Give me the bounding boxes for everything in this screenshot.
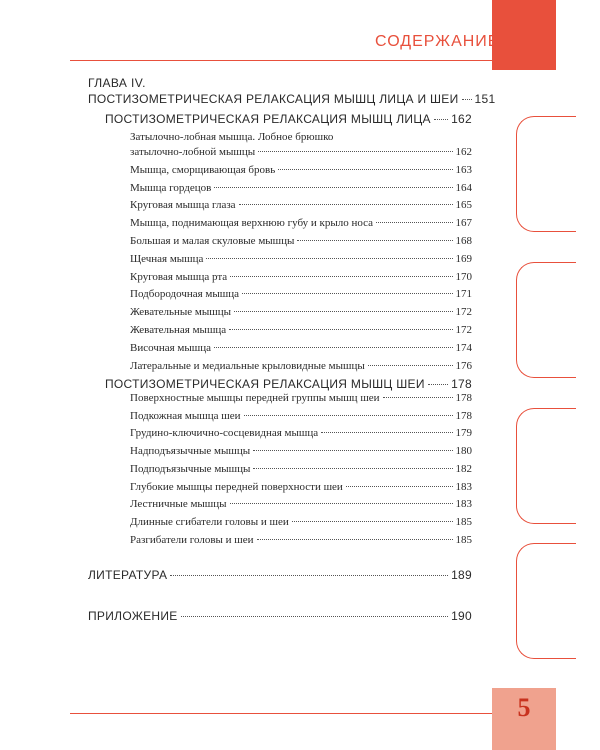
toc-entry-page: 169: [455, 252, 472, 265]
toc-entry-page: 167: [455, 217, 472, 230]
dot-leader: [170, 575, 448, 576]
toc-entry-page: 179: [455, 427, 472, 440]
dot-leader: [214, 347, 452, 348]
toc-entry-title: Щечная мышца: [130, 252, 204, 265]
dot-leader: [292, 521, 453, 522]
toc-entry-item[interactable]: [130, 498, 472, 510]
toc-entry-title: Лестничные мышцы: [130, 498, 227, 511]
toc-entry-item[interactable]: [130, 199, 472, 211]
toc-entry-page: 168: [455, 235, 472, 247]
toc-entry-title: Надподъязычные мышцы: [130, 445, 251, 458]
dot-leader: [434, 119, 448, 120]
dot-leader: [181, 616, 449, 617]
toc-entry-title: Глубокие мышцы передней поверхности шеи: [130, 480, 343, 493]
toc-entry-page: 183: [455, 498, 472, 511]
toc-entry-title: ПОСТИЗОМЕТРИЧЕСКАЯ РЕЛАКСАЦИЯ МЫШЦ ШЕИ: [105, 377, 425, 391]
toc-entry-title: ПОСТИЗОМЕТРИЧЕСКАЯ РЕЛАКСАЦИЯ МЫШЦ ЛИЦА: [105, 112, 431, 126]
toc-entry-title: Грудино-ключично-сосцевидная мышца: [130, 427, 319, 440]
toc-entry-item[interactable]: [130, 342, 472, 354]
header-divider: [70, 60, 493, 61]
toc-entry-title: Длинные сгибатели головы и шеи: [130, 515, 289, 528]
toc-entry-item[interactable]: [130, 235, 472, 247]
toc-entry-item[interactable]: [130, 288, 472, 300]
toc-entry-item[interactable]: [130, 306, 472, 318]
side-tab-decoration: [516, 262, 576, 378]
side-tab-decoration: [516, 116, 576, 232]
toc-entry-page: 185: [455, 515, 472, 528]
toc-entry-item[interactable]: [130, 164, 472, 176]
toc-entry-item[interactable]: [130, 516, 472, 528]
toc-entry-item[interactable]: [130, 463, 472, 475]
dot-leader: [258, 151, 452, 152]
toc-entry-item[interactable]: [130, 146, 472, 158]
toc-entry-title: Подкожная мышца шеи: [130, 409, 241, 422]
dot-leader: [214, 187, 452, 188]
toc-entry-page: 151: [474, 92, 496, 106]
dot-leader: [230, 276, 452, 277]
side-tab-decoration: [516, 543, 576, 659]
toc-entry-page: 172: [455, 324, 472, 336]
toc-entry-item[interactable]: [130, 253, 472, 265]
toc-entry-title: Большая и малая скуловые мышцы: [130, 235, 295, 247]
dot-leader: [297, 240, 452, 241]
toc-entry-chapter[interactable]: [88, 92, 496, 106]
toc-entry-page: 190: [451, 609, 472, 623]
dot-leader: [346, 486, 453, 487]
toc-entry-page: 178: [451, 377, 472, 391]
toc-entry-title: Латеральные и медиальные крыловидные мышцы: [130, 359, 365, 372]
dot-leader: [428, 384, 448, 385]
toc-entry-page: 189: [451, 568, 472, 582]
toc-entry-page: 163: [455, 163, 472, 176]
dot-leader: [383, 397, 453, 398]
toc-entry-title: ПОСТИЗОМЕТРИЧЕСКАЯ РЕЛАКСАЦИЯ МЫШЦ ЛИЦА И ШЕИ: [88, 92, 459, 106]
dot-leader: [242, 293, 452, 294]
toc-entry-item[interactable]: [130, 392, 472, 404]
dot-leader: [244, 415, 453, 416]
dot-leader: [368, 365, 453, 366]
toc-entry-section[interactable]: [105, 377, 472, 391]
dot-leader: [239, 204, 453, 205]
footer-divider: [70, 713, 493, 714]
toc-entry-title: Жевательная мышца: [130, 324, 227, 336]
toc-entry-title: ПРИЛОЖЕНИЕ: [88, 609, 178, 623]
toc-entry-title: Мышца, поднимающая верхнюю губу и крыло носа: [130, 217, 374, 230]
toc-entry-page: 162: [451, 112, 472, 126]
toc-entry-page: 164: [455, 181, 472, 194]
toc-entry-title: ЛИТЕРАТУРА: [88, 568, 168, 582]
toc-entry-title: Разгибатели головы и шеи: [130, 533, 254, 546]
toc-entry-item[interactable]: [130, 427, 472, 439]
side-tab-decoration: [516, 408, 576, 524]
toc-entry-item[interactable]: [130, 481, 472, 493]
toc-entry-title: Поверхностные мышцы передней группы мышц шеи: [130, 392, 380, 404]
toc-entry-item[interactable]: [130, 182, 472, 194]
toc-entry-item[interactable]: [130, 410, 472, 422]
toc-entry-text-line: Затылочно-лобная мышца. Лобное брюшко: [130, 131, 334, 143]
toc-entry-page: 185: [455, 533, 472, 546]
toc-entry-title: Жевательные мышцы: [130, 306, 232, 319]
toc-entry-item[interactable]: [130, 271, 472, 283]
toc-entry-page: 178: [455, 409, 472, 422]
dot-leader: [462, 99, 472, 100]
toc-entry-item[interactable]: [130, 217, 472, 229]
dot-leader: [229, 329, 452, 330]
chapter-label: ГЛАВА IV.: [88, 76, 146, 90]
toc-entry-item[interactable]: [130, 445, 472, 457]
toc-entry-page: 180: [455, 445, 472, 458]
toc-entry-page: 171: [455, 288, 472, 301]
page-title: СОДЕРЖАНИЕ: [375, 33, 500, 50]
toc-entry-item[interactable]: [130, 360, 472, 372]
toc-entry-title: затылочно-лобной мышцы: [130, 146, 256, 158]
dot-leader: [234, 311, 452, 312]
dot-leader: [376, 222, 452, 223]
dot-leader: [206, 258, 452, 259]
toc-entry-title: Височная мышца: [130, 341, 212, 354]
toc-entry-appendix[interactable]: [88, 609, 472, 623]
toc-entry-page: 182: [455, 462, 472, 475]
toc-entry-page: 172: [455, 306, 472, 319]
page-number: 5: [517, 693, 531, 722]
toc-entry-title: Мышца гордецов: [130, 181, 212, 194]
dot-leader: [257, 539, 453, 540]
toc-entry-title: Подподъязычные мышцы: [130, 462, 251, 475]
dot-leader: [321, 432, 452, 433]
dot-leader: [253, 450, 452, 451]
dot-leader: [253, 468, 452, 469]
toc-entry-item[interactable]: [130, 324, 472, 336]
header-tab-decoration: [492, 0, 556, 70]
toc-entry-page: 170: [455, 270, 472, 283]
toc-entry-page: 165: [455, 199, 472, 212]
toc-entry-page: 183: [455, 480, 472, 493]
dot-leader: [278, 169, 452, 170]
toc-entry-title: Круговая мышца рта: [130, 270, 228, 283]
toc-entry-page: 176: [455, 359, 472, 372]
toc-entry-page: 174: [455, 341, 472, 354]
toc-entry-page: 178: [455, 392, 472, 404]
toc-entry-title: Круговая мышца глаза: [130, 199, 236, 212]
toc-entry-title: Подбородочная мышца: [130, 288, 240, 301]
toc-entry-section[interactable]: [105, 112, 472, 126]
dot-leader: [230, 503, 453, 504]
toc-entry-literature[interactable]: [88, 568, 472, 582]
toc-entry-item[interactable]: [130, 534, 472, 546]
toc-entry-page: 162: [455, 146, 472, 158]
toc-entry-title: Мышца, сморщивающая бровь: [130, 163, 276, 176]
